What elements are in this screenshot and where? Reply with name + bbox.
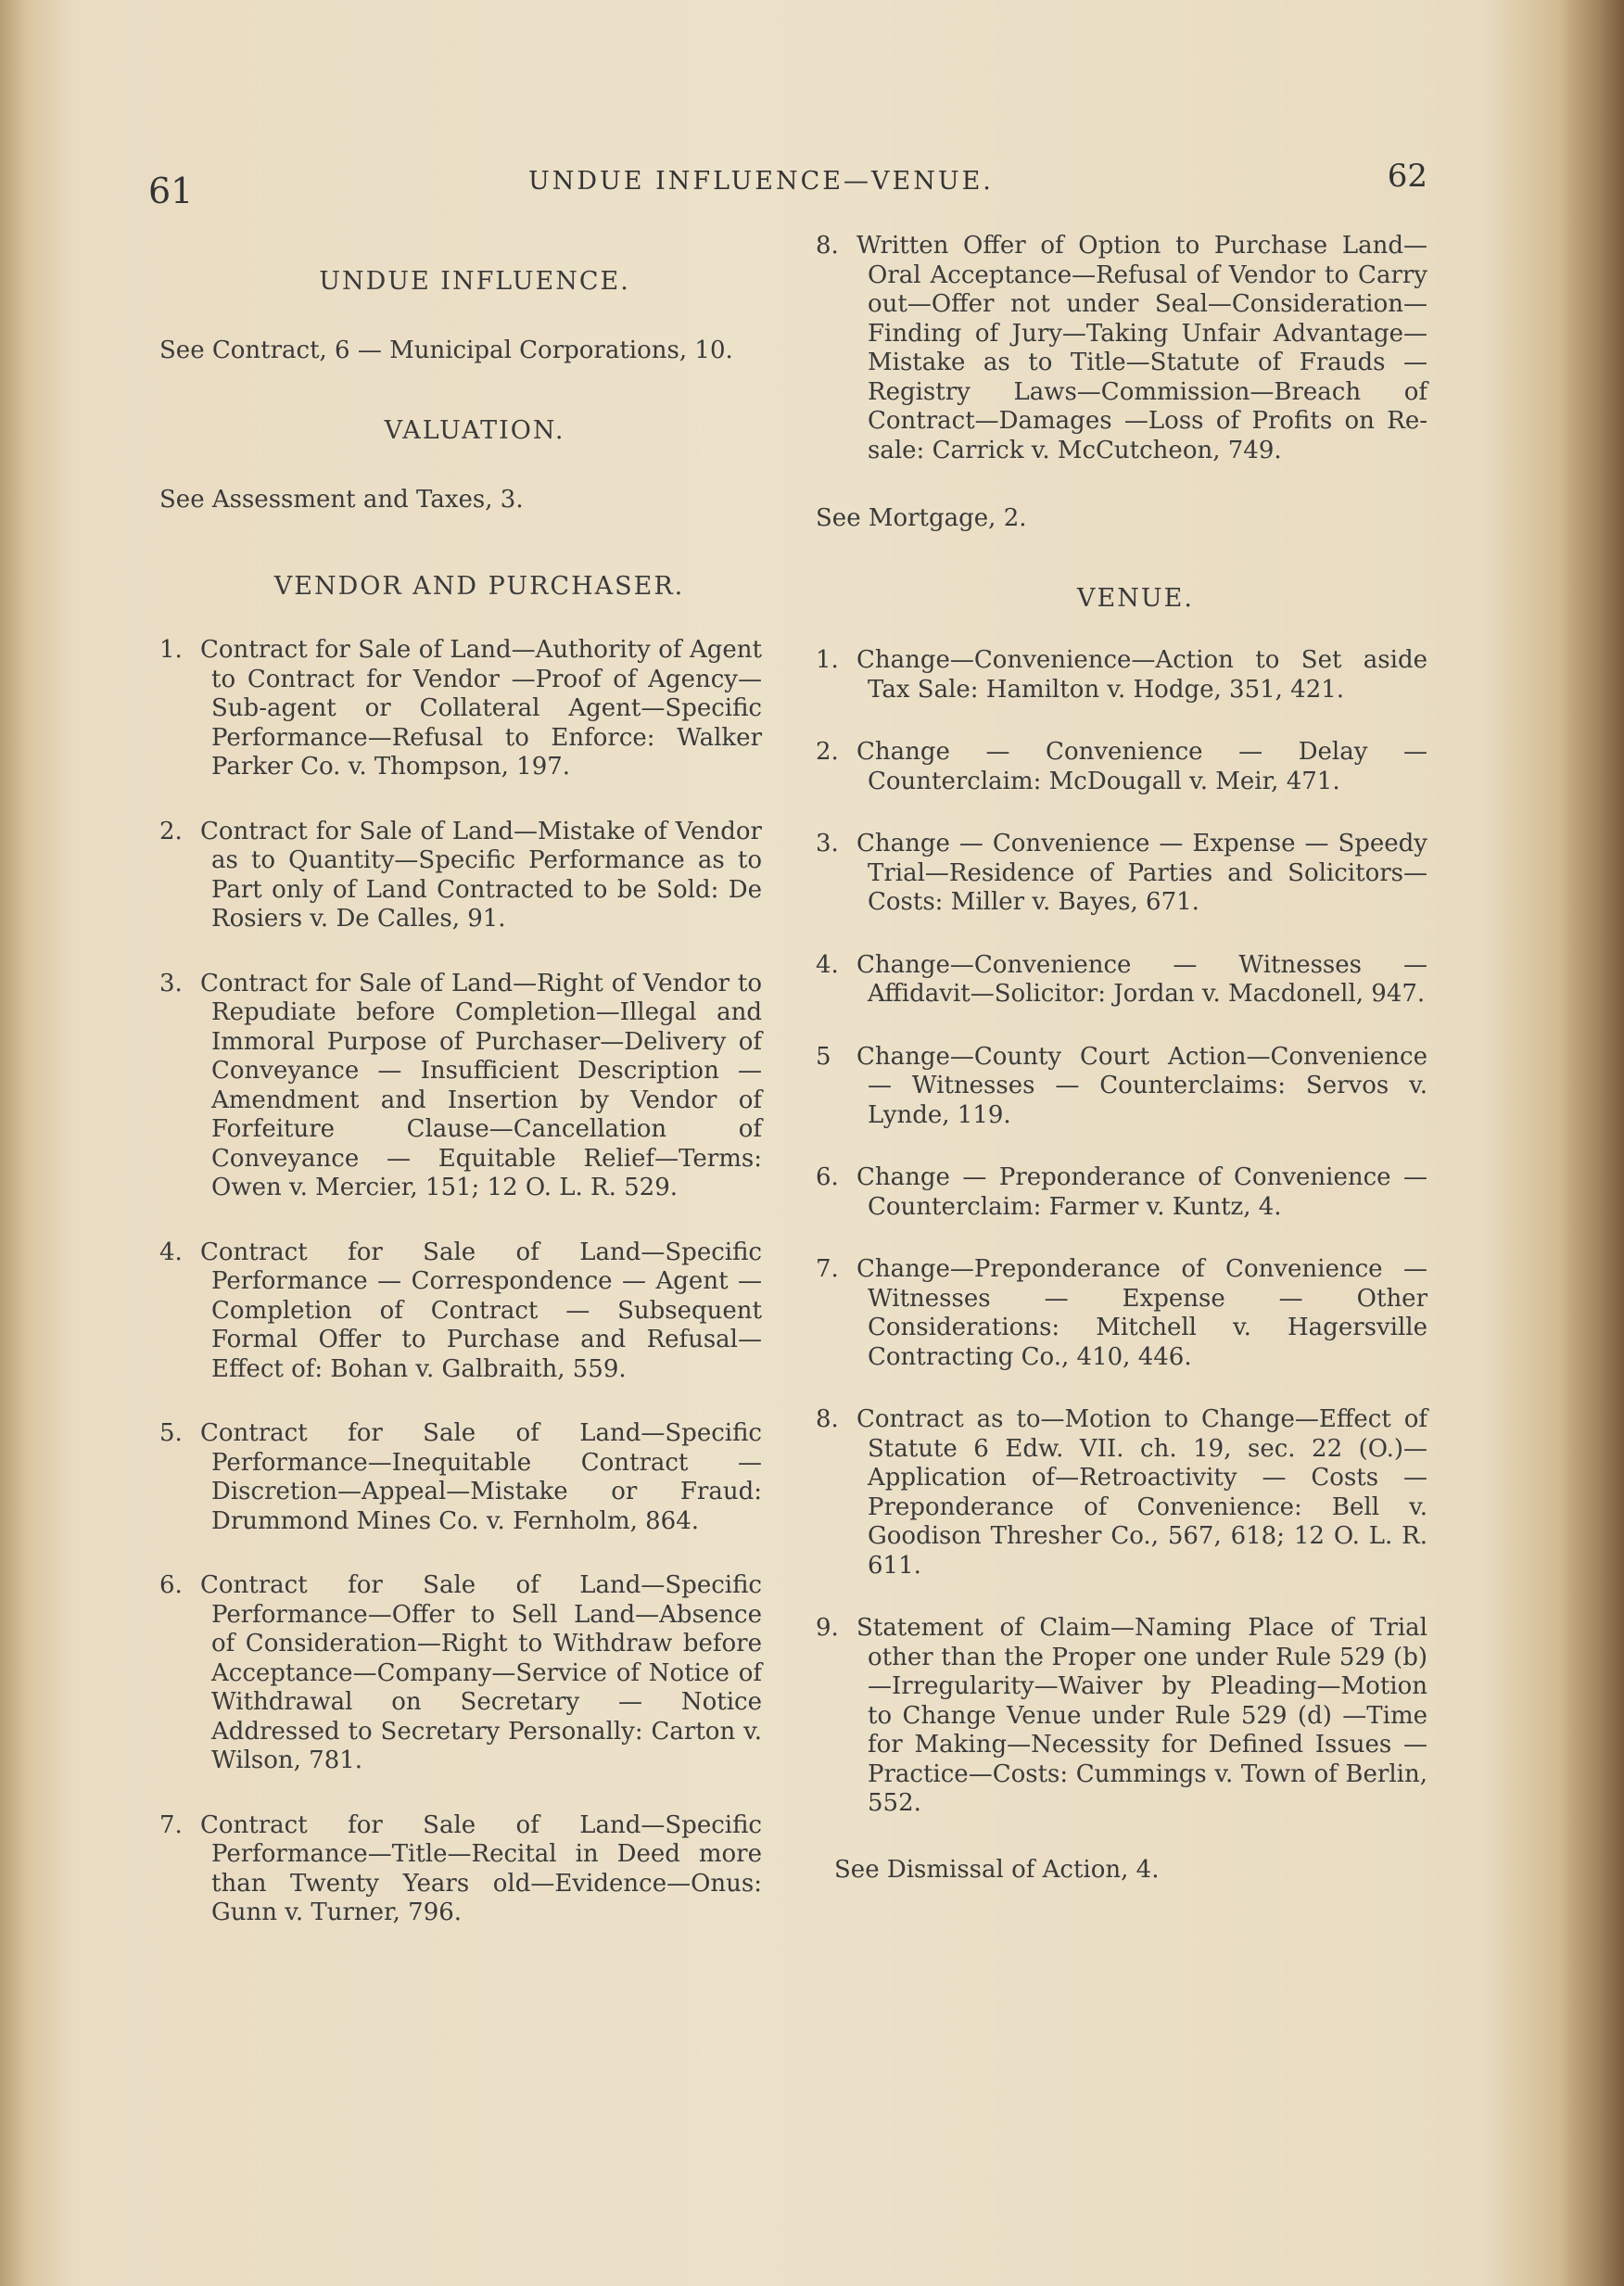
- venue-entry-1: [816, 646, 1427, 705]
- entry-text: Change — Convenience — Delay — Counterclaim: McDougall v. Meir, 471.: [856, 738, 1427, 795]
- entry-text: Change—Convenience—Action to Set aside Tax Sale: Hamilton v. Hodge, 351, 421.: [856, 646, 1427, 704]
- entry-text: Change—County Court Action—Convenience — Witnesses — Counterclaims: Servos v. Lynde, 119.: [856, 1042, 1427, 1129]
- venue-entry-9: [816, 1614, 1427, 1819]
- page-edge-shadow: [1559, 0, 1624, 2286]
- entry-text: Contract for Sale of Land—Specific Performance—Title—Recital in Deed more than Twenty Years old—Evidence—Onus: Gunn v. Turner, 796.: [200, 1810, 762, 1926]
- venue-entry-8: [816, 1405, 1427, 1581]
- vendor-entry-4: [159, 1238, 762, 1385]
- vendor-entry-7: [159, 1811, 762, 1928]
- entry-number: 8.: [816, 1405, 839, 1433]
- venue-entry-3: [816, 830, 1427, 918]
- left-page-number: 61: [148, 171, 194, 211]
- vendor-entry-5: [159, 1419, 762, 1536]
- entry-number: 9.: [816, 1614, 839, 1642]
- entry-number: 2.: [159, 817, 183, 845]
- entry-text: Change — Preponderance of Convenience — Counterclaim: Farmer v. Kuntz, 4.: [856, 1163, 1427, 1221]
- entry-number: 7.: [159, 1810, 183, 1839]
- entry-text: Written Offer of Option to Purchase Land—Oral Acceptance—Refusal of Vendor to Carry out—Offer not under Seal—Consideration—Finding of Jury—Taking Unfair Advantage—Mistake as to Title—Statute of Frauds — Registry Laws—Commission—Breach of Contract—Damages —Loss of Profits on Re-sale: Carrick v. McCutcheon, 749.: [856, 232, 1427, 464]
- see-reference-vendor: See Mortgage, 2.: [816, 504, 1027, 532]
- entry-text: Statement of Claim—Naming Place of Trial other than the Proper one under Rule 529 (b)—Irregularity—Waiver by Pleading—Motion to Change Venue under Rule 529 (d) —Time for Making—Necessity for Defined Issues — Practice—Costs: Cummings v. Town of Berlin, 552.: [856, 1614, 1427, 1817]
- entry-number: 5: [816, 1042, 831, 1071]
- see-reference-undue-influence: See Contract, 6 — Municipal Corporations, 10.: [159, 337, 733, 364]
- entry-text: Change—Preponderance of Convenience — Witnesses — Expense — Other Considerations: Mitchell v. Hagersville Contracting Co., 410, 446.: [856, 1255, 1427, 1371]
- entry-number: 3.: [159, 969, 183, 997]
- entry-text: Contract for Sale of Land—Authority of Agent to Contract for Vendor —Proof of Agency—Sub-agent or Collateral Agent—Specific Performance—Refusal to Enforce: Walker Parker Co. v. Thompson, 197.: [200, 636, 762, 781]
- vendor-entry-6: [159, 1571, 762, 1776]
- heading-valuation: VALUATION.: [384, 416, 565, 445]
- right-page-number: 62: [1387, 158, 1427, 195]
- entry-number: 6.: [159, 1571, 183, 1599]
- entry-number: 7.: [816, 1255, 839, 1283]
- venue-entry-7: [816, 1255, 1427, 1372]
- entry-number: 1.: [816, 646, 839, 674]
- entry-number: 3.: [816, 830, 839, 857]
- running-head: UNDUE INFLUENCE—VENUE.: [528, 167, 994, 196]
- left-column: [159, 232, 762, 1928]
- heading-vendor-and-purchaser: VENDOR AND PURCHASER.: [273, 572, 685, 601]
- see-reference-venue: See Dismissal of Action, 4.: [834, 1855, 1160, 1884]
- vendor-entry-2: [159, 818, 762, 934]
- entry-text: Contract for Sale of Land—Specific Performance — Correspondence — Agent — Completion of Contract — Subsequent Formal Offer to Purchase and Refusal—Effect of: Bohan v. Galbraith, 559.: [200, 1238, 762, 1383]
- entry-number: 4.: [159, 1238, 183, 1266]
- vendor-entry-3: [159, 970, 762, 1203]
- entry-text: Contract for Sale of Land—Mistake of Vendor as to Quantity—Specific Performance as to Part only of Land Contracted to be Sold: De Rosiers v. De Calles, 91.: [200, 817, 762, 933]
- venue-entry-6: [816, 1163, 1427, 1222]
- entry-number: 5.: [159, 1419, 183, 1447]
- entry-text: Contract for Sale of Land—Specific Performance—Offer to Sell Land—Absence of Consideration—Right to Withdraw before Acceptance—Company—Service of Notice of Withdrawal on Secretary — Notice Addressed to Secretary Personally: Carton v. Wilson, 781.: [200, 1571, 762, 1774]
- entry-number: 4.: [816, 950, 839, 979]
- entry-text: Contract for Sale of Land—Right of Vendor to Repudiate before Completion—Illegal and Immoral Purpose of Purchaser—Delivery of Conveyance — Insufficient Description — Amendment and Insertion by Vendor of Forfeiture Clause—Cancellation of Conveyance — Equitable Relief—Terms: Owen v. Mercier, 151; 12 O. L. R. 529.: [200, 969, 762, 1201]
- venue-entry-2: [816, 738, 1427, 796]
- heading-venue: VENUE.: [1077, 584, 1194, 613]
- venue-entry-5: [816, 1043, 1427, 1131]
- entry-number: 6.: [816, 1163, 839, 1191]
- page-header: [148, 158, 1427, 213]
- entry-number: 1.: [159, 636, 183, 664]
- vendor-entry-1: [159, 636, 762, 782]
- entry-text: Contract as to—Motion to Change—Effect of Statute 6 Edw. VII. ch. 19, sec. 22 (O.)—Application of—Retroactivity — Costs — Preponderance of Convenience: Bell v. Goodison Thresher Co., 567, 618; 12 O. L. R. 611.: [856, 1405, 1427, 1580]
- vendor-entry-8: [816, 232, 1427, 465]
- entry-number: 2.: [816, 738, 839, 766]
- entry-number: 8.: [816, 232, 839, 260]
- right-column: [816, 232, 1427, 1885]
- heading-undue-influence: UNDUE INFLUENCE.: [319, 267, 630, 296]
- entry-text: Change — Convenience — Expense — Speedy Trial—Residence of Parties and Solicitors—Costs: Miller v. Bayes, 671.: [856, 830, 1427, 916]
- see-reference-valuation: See Assessment and Taxes, 3.: [159, 486, 524, 514]
- entry-text: Change—Convenience — Witnesses — Affidavit—Solicitor: Jordan v. Macdonell, 947.: [856, 950, 1427, 1008]
- venue-entry-4: [816, 951, 1427, 1010]
- entry-text: Contract for Sale of Land—Specific Performance—Inequitable Contract — Discretion—Appeal—Mistake or Fraud: Drummond Mines Co. v. Fernholm, 864.: [200, 1419, 762, 1535]
